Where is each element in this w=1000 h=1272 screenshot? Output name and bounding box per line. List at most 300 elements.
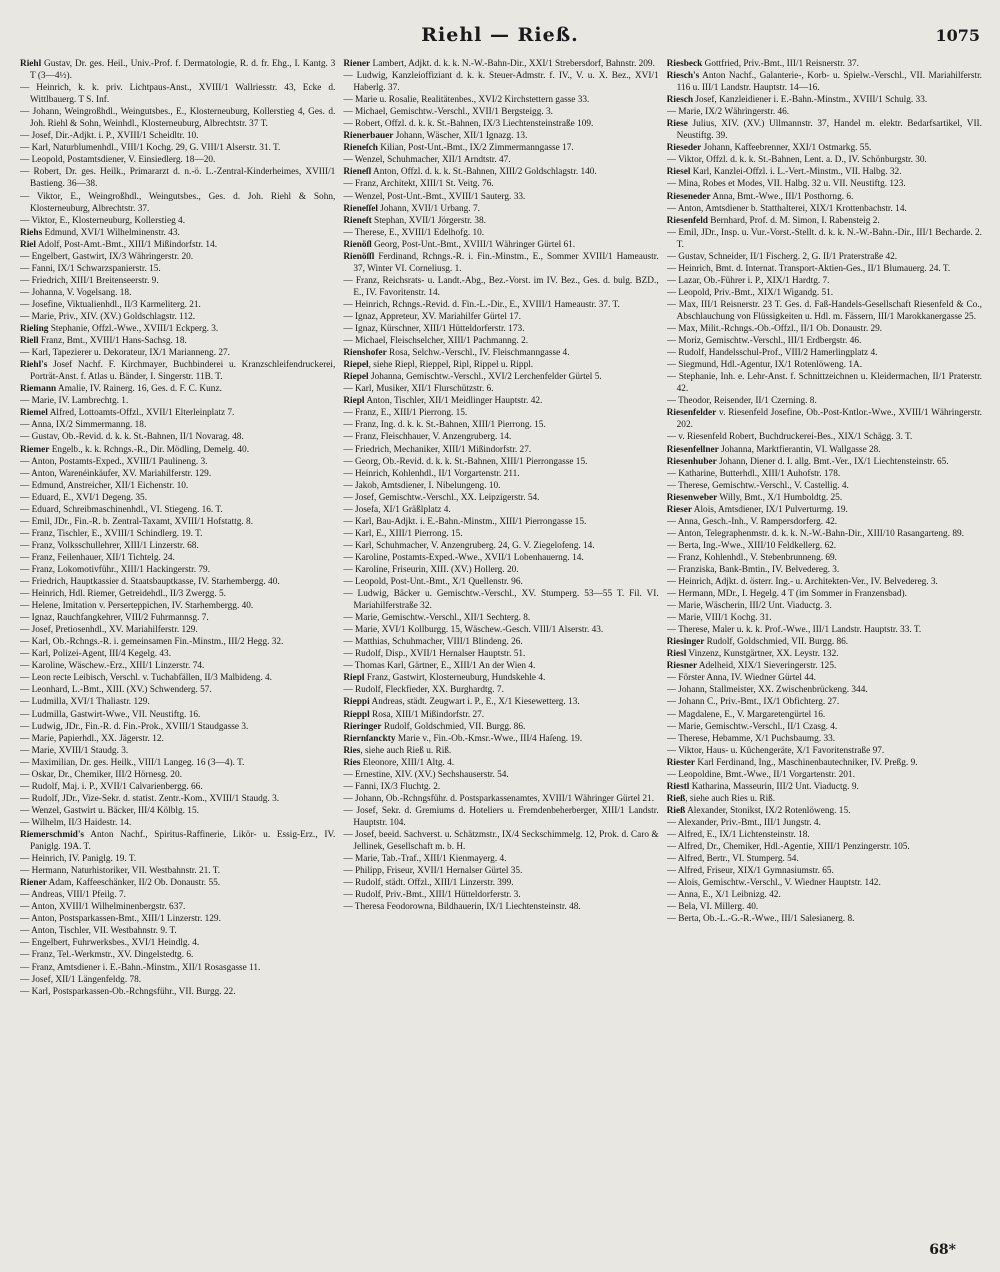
directory-entry (20, 395, 335, 407)
entry-details: — Engelbert, Fuhrwerksbes., XVI/1 Heindlg. 4. (20, 938, 200, 949)
entry-details: Stephanie, Offzl.-Wwe., XVIII/1 Eckperg. 3. (48, 324, 219, 335)
entry-surname: Riemann (20, 384, 57, 395)
directory-entry (343, 564, 658, 576)
directory-entry (20, 468, 335, 480)
directory-entry (343, 142, 658, 154)
directory-entry (343, 58, 658, 70)
directory-entry (20, 311, 335, 323)
entry-surname: Rieling (20, 324, 49, 335)
entry-surname: Riener (20, 878, 47, 889)
directory-entry (667, 865, 982, 877)
directory-entry (667, 335, 982, 347)
directory-entry (667, 636, 982, 648)
entry-details: — Karl, Musiker, XII/1 Flurschützstr. 6. (343, 384, 494, 395)
directory-entry (20, 672, 335, 684)
directory-entry (343, 359, 658, 371)
entry-details: — Marie, XVI/1 Kollburgg. 15, Wäschew.-Gesch. VIII/1 Alserstr. 43. (343, 625, 604, 636)
entry-details: Engelb., k. k. Rchngs.-R., Dir. Mödling, Demelg. 40. (49, 444, 250, 455)
entry-details: — Georg, Ob.-Revid. d. k. k. St.-Bahnen, XIII/1 Pierrongasse 15. (343, 456, 588, 467)
entry-details: Johann, Diener d. I. allg. Bmt.-Ver., IX/1 Liechtensteinstr. 65. (716, 456, 949, 467)
entry-details: Rosa, Selchw.-Verschl., IV. Fleischmanngasse 4. (386, 348, 570, 359)
entry-surname: Riemer (20, 444, 50, 455)
directory-entry (20, 383, 335, 395)
directory-entry (667, 118, 982, 142)
directory-entry (20, 696, 335, 708)
entry-surname: Riener (343, 59, 371, 69)
entry-details: — Katharine, Butterhdl., XIII/1 Auhofstr. 178. (666, 468, 841, 479)
directory-entry (20, 456, 335, 468)
entry-details: — Heinrich, IV. Paniglg. 19. T. (20, 854, 137, 865)
entry-surname: Rienerbauer (343, 131, 394, 142)
entry-details: Lambert, Adjkt. d. k. k. N.-W.-Bahn-Dir., XXI/1 Strebersdorf, Bahnstr. 209. (370, 59, 655, 69)
entry-details: — Viktor, Offzl. d. k. k. St.-Bahnen, Lent. a. D., IV. Schönburgstr. 30. (666, 155, 927, 166)
directory-entry (667, 913, 982, 925)
entry-details: Katharina, Masseurin, III/2 Unt. Viaductg. 9. (689, 781, 859, 792)
directory-entry (343, 275, 658, 299)
directory-entry (667, 648, 982, 660)
directory-entry (667, 142, 982, 154)
entry-surname: Riell (20, 336, 39, 347)
directory-entry (343, 504, 658, 516)
sheet-mark: 68* (929, 1242, 956, 1258)
directory-entry (343, 769, 658, 781)
directory-entry (667, 841, 982, 853)
directory-entry (667, 58, 982, 70)
directory-entry (20, 962, 335, 974)
entry-details: — Förster Anna, IV. Wiedner Gürtel 44. (666, 673, 816, 684)
entry-surname: Rieneſch (343, 143, 378, 154)
directory-entry (20, 275, 335, 287)
directory-entry (20, 684, 335, 696)
entry-details: — Wenzel, Post-Unt.-Bmt., XVIII/1 Sauterg. 33. (343, 191, 526, 202)
entry-details: Kilian, Post-Unt.-Bmt., IX/2 Zimmermanngasse 17. (377, 143, 574, 154)
entry-details: — Johann, Ob.-Rchngsführ. d. Postsparkassenamtes, XVIII/1 Währinger Gürtel 21. (343, 793, 655, 804)
entry-details: Gottfried, Priv.-Bmt., III/1 Reisnerstr. 37. (702, 59, 859, 69)
directory-entry (343, 70, 658, 94)
entry-details: — Franziska, Bank-Bmtin., IV. Belvedereg. 3. (666, 564, 840, 575)
directory-entry (20, 564, 335, 576)
entry-surname: Riehl (20, 59, 42, 69)
entry-details: Marie v., Fin.-Ob.-Kmsr.-Wwe., III/4 Haſeng. 19. (395, 733, 583, 744)
directory-entry (667, 154, 982, 166)
entry-details: — Anton, Telegraphenmstr. d. k. k. N.-W.-Bahn-Dir., XIII/10 Rasangarteng. 89. (666, 528, 964, 539)
entry-details: — v. Riesenfeld Robert, Buchdruckerei-Bes., XIX/1 Schägg. 3. T. (666, 432, 913, 443)
directory-entry (343, 588, 658, 612)
entry-details: — Rudolf, JDr., Vize-Sekr. d. statist. Zentr.-Kom., XVIII/1 Staudg. 3. (20, 793, 280, 804)
directory-entry (20, 793, 335, 805)
directory-entry (20, 721, 335, 733)
entry-surname: Riesner (666, 661, 698, 672)
directory-entry (343, 853, 658, 865)
directory-entry (667, 251, 982, 263)
entry-details: — Ludwig, JDr., Fin.-R. d. Fin.-Prok., XVIII/1 Staudgasse 3. (20, 721, 249, 732)
directory-entry (343, 696, 658, 708)
directory-entry (667, 191, 982, 203)
entry-details: — Stephanie, Inh. e. Lehr-Anst. f. Schnittzeichnen u. Kleidermachen, II/1 Praterstr. 42. (666, 372, 982, 395)
entry-details: — Leonhard, L.-Bmt., XIII. (XV.) Schwenderg. 57. (20, 685, 212, 696)
directory-entry (343, 829, 658, 853)
entry-details: — Alfred, Bertr., VI. Stumperg. 54. (666, 854, 799, 865)
entry-details: — Anna, E., X/1 Leibnizg. 42. (666, 890, 781, 901)
directory-entry (343, 721, 658, 733)
directory-entry (343, 395, 658, 407)
directory-entry (20, 805, 335, 817)
directory-entry (343, 431, 658, 443)
entry-details: — Franz, Reichsrats- u. Landt.-Abg., Bez.-Vorst. im IV. Bez., Ges. d. bulg. BZD., E., IV. Favoritenstr. 14. (343, 275, 659, 298)
directory-entry (343, 239, 658, 251)
directory-entry (343, 672, 658, 684)
directory-entry (667, 696, 982, 708)
entry-details: — Anton, Amtsdiener b. Statthalterei, XIX/1 Krottenbachstr. 14. (666, 203, 907, 214)
entry-details: Karl, Kanzlei-Offzl. i. L.-Vert.-Minstm., VII. Halbg. 32. (690, 167, 902, 178)
entry-details: — Hermann, MDr., I. Hegelg. 4 T (im Sommer in Franzensbad). (666, 589, 907, 600)
entry-surname: Riestl (666, 781, 690, 792)
entry-details: , siehe auch Rieß u. Riß. (360, 745, 452, 756)
directory-entry (667, 468, 982, 480)
entry-surname: Riesch (666, 95, 693, 106)
entry-details: — Ludmilla, XVI/1 Thaliastr. 129. (20, 697, 150, 708)
entry-details: Bernhard, Prof. d. M. Simon, I. Rabensteig 2. (707, 215, 880, 226)
directory-entry (20, 58, 335, 82)
entry-details: — Josef, Sekr. d. Gremiums d. Hoteliers u. Fremdenbeherberger, XIII/1 Landstr. Hauptstr. 104. (343, 805, 659, 828)
entry-details: — Anton, Warenéinkäufer, XV. Mariahilferstr. 129. (20, 468, 212, 479)
directory-entry (20, 745, 335, 757)
directory-entry (343, 215, 658, 227)
directory-entry (343, 106, 658, 118)
directory-entry (343, 191, 658, 203)
entry-details: — Robert, Dr. ges. Heilk., Primararzt d. n.-ö. L.-Zentral-Kinderheimes, XVIII/1 Bastieng. 36—38. (20, 167, 336, 190)
directory-entry (20, 142, 335, 154)
directory-entry (343, 154, 658, 166)
directory-entry (20, 191, 335, 215)
entry-details: — Ignaz, Rauchfangkehrer, VIII/2 Fuhrmannsg. 7. (20, 613, 209, 624)
entry-details: — Rudolf, Maj. i. P., XVII/1 Calvarienbergg. 66. (20, 781, 203, 792)
directory-entry (20, 347, 335, 359)
entry-surname: Rieppi (343, 697, 370, 708)
entry-details: v. Riesenfeld Josefine, Ob.-Post-Kntlor.-Wwe., XVIII/1 Währingerstr. 202. (676, 408, 982, 431)
entry-details: — Moriz, Gemischtw.-Verschl., III/1 Erdbergstr. 46. (666, 336, 862, 347)
directory-entry (343, 492, 658, 504)
entry-details: — Therese, E., XVIII/1 Edelhofg. 10. (343, 227, 485, 238)
entry-details: — Josef, Pretiosenhdl., XV. Mariahilferstr. 129. (20, 625, 198, 636)
directory-entry (343, 166, 658, 178)
directory-entry (20, 829, 335, 853)
directory-entry (667, 492, 982, 504)
directory-entry (343, 118, 658, 130)
entry-details: Josef Nachf. F. Kirchmayer, Buchbinderei u. Kranzschleifendruckerei, Porträt-Anst. f. Atlas u. Bänder, I. Singerstr. 11B. T. (30, 360, 336, 383)
entry-details: — Johanna, V. Vogelsang. 18. (20, 287, 132, 298)
directory-entry (667, 347, 982, 359)
entry-details: — Therese, Gemischtw.-Verschl., V. Castellig. 4. (666, 480, 849, 491)
entry-details: — Max, III/1 Reisnerstr. 23 T. Ges. d. Faß-Handels-Gesellschaft Riesenfeld & Co., Abschlauchung von Flüssigkeiten u. Hdl. m. Fässern, III/1 Marokkanergasse 25. (666, 299, 982, 322)
entry-details: — Theresa Feodorowna, Bildhauerin, IX/1 Liechtensteinstr. 48. (343, 902, 581, 913)
entry-details: — Bela, VI. Millerg. 40. (666, 902, 759, 913)
entry-surname: Rieneſl (343, 167, 372, 178)
directory-entry (667, 612, 982, 624)
entry-details: — Marie, Gemischtw.-Verschl., XII/1 Sechterg. 8. (343, 613, 531, 624)
directory-entry (343, 178, 658, 190)
entry-details: — Gustav, Ob.-Revid. d. k. k. St.-Bahnen, II/1 Novarag. 48. (20, 432, 244, 443)
entry-details: — Heinrich, Rchngs.-Revid. d. Fin.-L.-Dir., E., XVIII/1 Hameaustr. 37. T. (343, 299, 620, 310)
directory-entry (343, 468, 658, 480)
entry-details: — Theodor, Reisender, II/1 Czerning. 8. (666, 396, 817, 407)
entry-details: — Lazar, Ob.-Führer i. P., XIX/1 Hardtg. 7. (666, 275, 830, 286)
entry-surname: Riepl (343, 673, 365, 684)
entry-details: — Franz, Volksschullehrer, XIII/1 Linzerstr. 68. (20, 540, 199, 551)
directory-entry (667, 781, 982, 793)
entry-details: Rudolf, Goldschmied, VII. Burgg. 86. (704, 637, 849, 648)
entry-details: — Josefine, Viktualienhdl., II/3 Karmeliterg. 21. (20, 299, 201, 310)
entry-details: Adam, Kaffeeschänker, II/2 Ob. Donaustr. 55. (46, 878, 221, 889)
entry-details: Ferdinand, Rchngs.-R. i. Fin.-Minstm., E., Sommer XVIII/1 Hameaustr. 37, Winter VI. Corneliusg. 1. (353, 251, 659, 274)
entry-details: — Franz, Architekt, XIII/1 St. Veitg. 76. (343, 179, 494, 190)
entry-details: — Emil, JDr., Insp. u. Vur.-Vorst.-Stellt. d. k. k. N.-W.-Bahn.-Dir., III/1 Becharde. 2. T. (666, 227, 982, 250)
entry-details: — Robert, Offzl. d. k. k. St.-Bahnen, IX/3 Liechtensteinstraße 109. (343, 119, 594, 130)
entry-details: — Franz, Amtsdiener i. E.-Bahn.-Minstm., XII/1 Rosasgasse 11. (20, 962, 261, 973)
entry-details: — Fanni, IX/1 Schwarzspanierstr. 15. (20, 263, 161, 274)
directory-entry (20, 130, 335, 142)
directory-entry (343, 347, 658, 359)
directory-entry (20, 407, 335, 419)
directory-entry (343, 636, 658, 648)
entry-surname: Riesinger (666, 637, 705, 648)
directory-entry (20, 648, 335, 660)
directory-entry (343, 745, 658, 757)
entry-details: — Alfred, Dr., Chemiker, Hdl.-Agentie, XIII/1 Penzingerstr. 105. (666, 842, 910, 853)
directory-entry (20, 419, 335, 431)
directory-entry (343, 419, 658, 431)
entry-surname: Rienöſl (343, 239, 372, 250)
entry-details: Georg, Post-Unt.-Bmt., XVIII/1 Währinger Gürtel 61. (371, 239, 576, 250)
directory-entry (667, 805, 982, 817)
directory-entry (20, 769, 335, 781)
directory-entry (20, 660, 335, 672)
entry-details: Franz, Gastwirt, Klosterneuburg, Hundskehle 4. (364, 673, 546, 684)
entry-details: Alexander, Stonikst, IX/2 Rotenlöweng. 15. (685, 805, 851, 816)
directory-entry (20, 492, 335, 504)
directory-entry (343, 684, 658, 696)
entry-details: — Thomas Karl, Gärtner, E., XIII/1 An der Wien 4. (343, 661, 536, 672)
entry-surname: Rieppl (343, 709, 370, 720)
entry-details: — Marie, XVIII/1 Staudg. 3. (20, 745, 129, 756)
entry-details: — Viktor, E., Klosterneuburg, Kollerstieg 4. (20, 215, 186, 226)
entry-details: — Mina, Robes et Modes, VII. Halbg. 32 u. VII. Neustiftg. 123. (666, 179, 906, 190)
entry-details: — Leopold, Postamtsdiener, V. Einsiedlerg. 18—20. (20, 155, 216, 166)
entry-details: — Friedrich, XIII/1 Breitenseerstr. 9. (20, 275, 159, 286)
entry-details: — Alois, Gemischtw.-Verschl., V. Wiedner Hauptstr. 142. (666, 878, 881, 889)
entry-details: — Rudolf, Handelsschul-Prof., VIII/2 Hamerlingplatz 4. (666, 348, 878, 359)
entry-surname: Riemel (20, 408, 48, 419)
entry-details: Vinzenz, Kunstgärtner, XX. Leystr. 132. (686, 649, 839, 660)
directory-entry (20, 624, 335, 636)
directory-entry (20, 853, 335, 865)
entry-surname: Riepl (343, 396, 365, 407)
entry-details: Andreas, städt. Zeugwart i. P., E., X/1 Kiesewetterg. 13. (369, 697, 580, 708)
entry-surname: Rieringer (343, 721, 382, 732)
entry-details: — Fanni, IX/3 Fluchtg. 2. (343, 781, 441, 792)
directory-entry (20, 552, 335, 564)
entry-surname: Riernſanckty (343, 733, 396, 744)
directory-entry (20, 877, 335, 889)
column-middle (343, 58, 658, 1232)
entry-details: — Karl, Polizei-Agent, III/4 Kegelg. 43. (20, 649, 172, 660)
entry-details: — Helene, Imitation v. Perserteppichen, IV. Starhembergg. 40. (20, 601, 254, 612)
entry-details: — Josef, XII/1 Längenfeldg. 78. (20, 974, 142, 985)
entry-details: — Friedrich, Hauptkassier d. Staatsbauptkasse, IV. Starhembergg. 40. (20, 577, 280, 588)
directory-entry (667, 600, 982, 612)
directory-entry (667, 829, 982, 841)
entry-details: — Matthias, Schuhmacher, VIII/1 Blindeng. 26. (343, 637, 523, 648)
entry-details: — Franz, Fleischhauer, V. Anzengruberg. 14. (343, 432, 512, 443)
entry-details: — Heinrich, Adjkt. d. österr. Ing.- u. Architekten-Ver., IV. Belvedereg. 3. (666, 577, 938, 588)
entry-details: — Jakob, Amtsdiener, I. Nibelungeng. 10. (343, 480, 501, 491)
entry-details: — Marie, Wäscherin, III/2 Unt. Viaductg. 3. (666, 601, 832, 612)
entry-surname: Riepel (343, 360, 369, 371)
directory-entry (343, 456, 658, 468)
entry-details: — Marie, IX/2 Währingerstr. 46. (666, 107, 790, 118)
entry-columns (20, 58, 982, 1232)
entry-details: — Josef, Dir.-Adjkt. i. P., XVIII/1 Scheidltr. 10. (20, 131, 199, 142)
entry-details: Anton Nachf., Galanterie-, Korb- u. Spielw.-Verschl., VII. Mariahilferstr. 116 u. III/1 Landstr. Hauptstr. 14—16. (676, 71, 982, 94)
directory-entry (20, 154, 335, 166)
directory-entry (667, 684, 982, 696)
directory-entry (343, 624, 658, 636)
entry-surname: Riesenhuber (666, 456, 717, 467)
directory-entry (343, 528, 658, 540)
directory-entry (667, 552, 982, 564)
directory-entry (667, 70, 982, 94)
directory-entry (343, 552, 658, 564)
entry-surname: Riel (20, 239, 37, 250)
directory-entry (667, 456, 982, 468)
entry-details: — Ernestine, XIV. (XV.) Sechshauserstr. 54. (343, 769, 509, 780)
directory-entry (667, 407, 982, 431)
entry-details: — Marie, Papierhdl., XX. Jägerstr. 12. (20, 733, 164, 744)
entry-details: — Marie, Gemischtw.-Verschl., II/1 Czasg. 4. (666, 721, 838, 732)
entry-surname: Rieneſſel (343, 203, 378, 214)
entry-surname: Rienöſſl (343, 251, 375, 262)
directory-entry (20, 480, 335, 492)
entry-details: — Rudolf, Priv.-Bmt., XIII/1 Hütteldorferstr. 3. (343, 890, 521, 901)
entry-surname: Riesch's (666, 71, 700, 82)
directory-entry (667, 528, 982, 540)
directory-entry (20, 251, 335, 263)
entry-details: — Rudolf, Fleckfieder, XX. Burghardtg. 7. (343, 685, 504, 696)
directory-entry (343, 805, 658, 829)
entry-surname: Rieseneder (666, 191, 711, 202)
directory-entry (343, 709, 658, 721)
entry-details: Amalie, IV. Rainerg. 16, Ges. d. F. C. Kunz. (56, 384, 222, 395)
directory-entry (20, 287, 335, 299)
entry-details: — Marie, Tab.-Traf., XIII/1 Kienmayerg. 4. (343, 854, 507, 865)
directory-entry (20, 106, 335, 130)
entry-details: — Eduard, Schreibmaschinenhdl., VI. Stiegeng. 16. T. (20, 504, 223, 515)
entry-details: — Alfred, Friseur, XIX/1 Gymnasiumstr. 65. (666, 866, 834, 877)
entry-details: — Heinrich, Kohlenhdl., II/1 Vorgartenstr. 211. (343, 468, 520, 479)
entry-details: — Marie, Priv., XIV. (XV.) Goldschlagstr. 112. (20, 311, 196, 322)
entry-details: — Karl, Ob.-Rchngs.-R. i. gemeinsamen Fin.-Minstm., III/2 Hegg. 32. (20, 637, 284, 648)
entry-details: — Josefa, XI/1 Gräßlplatz 4. (343, 504, 451, 515)
directory-entry (20, 239, 335, 251)
directory-entry (343, 203, 658, 215)
directory-entry (667, 624, 982, 636)
directory-entry (343, 227, 658, 239)
entry-details: — Friedrich, Mechaniker, XIII/1 Mißindorfstr. 27. (343, 444, 532, 455)
entry-details: — Franz, Tel.-Werkmstr., XV. Dingelstedtg. 6. (20, 950, 194, 961)
entry-details: — Berta, Ing.-Wwe., XIII/10 Feldkellerg. 62. (666, 540, 837, 551)
directory-entry (20, 600, 335, 612)
entry-details: — Wilhelm, II/3 Haidestr. 14. (20, 817, 132, 828)
directory-entry (667, 877, 982, 889)
entry-details: Johann, XVII/1 Urbang. 7. (377, 203, 480, 214)
entry-details: — Leopold, Priv.-Bmt., XIX/1 Wigandg. 51. (666, 287, 834, 298)
entry-details: — Leopold, Post-Unt.-Bmt., X/1 Quellenstr. 96. (343, 577, 523, 588)
directory-entry (343, 877, 658, 889)
directory-entry (343, 371, 658, 383)
entry-details: — Ignaz, Appreteur, XV. Mariahilfer Gürtel 17. (343, 311, 521, 322)
directory-entry (667, 323, 982, 335)
directory-entry (20, 588, 335, 600)
directory-entry (667, 588, 982, 600)
directory-entry (343, 480, 658, 492)
entry-surname: Ries (343, 745, 361, 756)
entry-surname: Rieß (666, 793, 686, 804)
directory-entry (20, 82, 335, 106)
directory-entry (343, 130, 658, 142)
entry-surname: Ries (343, 757, 361, 768)
directory-entry (20, 709, 335, 721)
entry-details: — Karl, Postsparkassen-Ob.-Rchngsführ., VII. Burgg. 22. (20, 986, 236, 997)
entry-details: Edmund, XVI/1 Wilhelminenstr. 43. (42, 227, 180, 238)
directory-entry (667, 853, 982, 865)
directory-entry (667, 227, 982, 251)
directory-entry (20, 612, 335, 624)
entry-details: — Eduard, E., XVI/1 Degeng. 35. (20, 492, 148, 503)
entry-details: Josef, Kanzleidiener i. E.-Bahn.-Minstm., XVIII/1 Schulg. 33. (693, 95, 928, 106)
directory-entry (667, 733, 982, 745)
directory-entry (20, 227, 335, 239)
entry-details: Willy, Bmt., X/1 Humboldtg. 25. (717, 492, 843, 503)
directory-entry (20, 516, 335, 528)
directory-entry (343, 901, 658, 913)
directory-entry (20, 263, 335, 275)
directory-entry (667, 166, 982, 178)
directory-entry (20, 528, 335, 540)
entry-details: — Anton, Postsparkassen-Bmt., XIII/1 Linzerstr. 129. (20, 914, 221, 925)
directory-entry (343, 660, 658, 672)
entry-details: — Karoline, Wäschew.-Erz., XIII/1 Linzerstr. 74. (20, 661, 205, 672)
entry-surname: Riesenfellner (666, 444, 719, 455)
directory-entry (667, 444, 982, 456)
entry-details: Alfred, Lottoamts-Offzl., XVII/1 Elterleinplatz 7. (47, 408, 235, 419)
directory-entry (343, 793, 658, 805)
entry-details: — Heinrich, Bmt. d. Internat. Transport-Aktien-Ges., II/1 Blumauerg. 24. T. (666, 263, 951, 274)
directory-entry (667, 106, 982, 118)
directory-entry (20, 540, 335, 552)
entry-details: Karl Ferdinand, Ing., Maschinenbautechniker, IV. Preßg. 9. (695, 757, 918, 768)
directory-entry (20, 817, 335, 829)
entry-details: — Anna, IX/2 Simmermanng. 18. (20, 420, 147, 431)
directory-entry (20, 733, 335, 745)
directory-entry (667, 721, 982, 733)
directory-entry (667, 793, 982, 805)
entry-surname: Riepel (343, 372, 369, 383)
directory-entry (20, 986, 335, 998)
entry-surname: Riese (666, 119, 688, 130)
entry-details: — Ludmilla, Gastwirt-Wwe., VII. Neustiftg. 16. (20, 709, 201, 720)
directory-entry (667, 480, 982, 492)
entry-details: — Marie, IV. Lambrechtg. 1. (20, 396, 129, 407)
